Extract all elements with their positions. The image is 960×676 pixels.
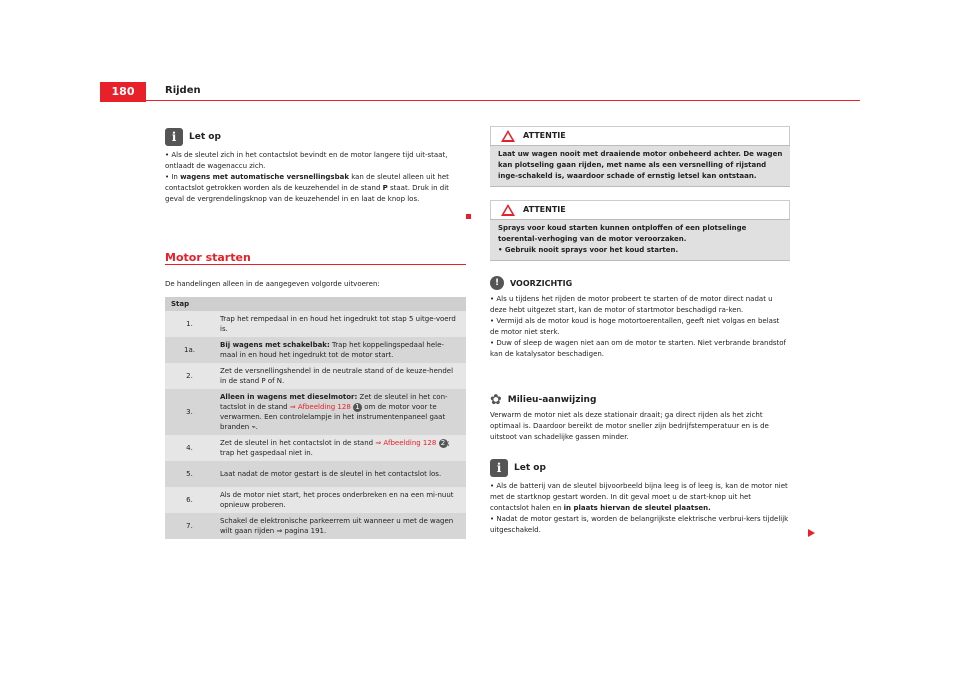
steps-table [165,297,466,539]
header-rule [146,100,860,101]
caution-bullet-1: • Als u tijdens het rijden de motor probeert te starten of de motor direct nadat u deze hebt uitgezet start, kan de motor of startmotor beschadigd ra-ken. [490,294,790,316]
note-let-op-2 [490,459,790,536]
table-row: 1. Trap het rempedaal in en houd het ingedrukt tot stap 5 uitge-voerd is. [165,311,466,337]
info-icon: i [490,459,508,477]
note-title: Let op [189,132,221,142]
figure-link[interactable]: ⇒ Afbeelding 128 [375,439,437,447]
caution-title: VOORZICHTIG [510,278,573,288]
callout-number: 2 [439,439,448,448]
info-icon: i [165,128,183,146]
warning-icon [501,204,515,216]
note-let-op-1 [165,128,465,205]
note-bullet-2: • Nadat de motor gestart is, worden de belangrijkste elektrische verbrui-kers tijdelijk uitgeschakeld. [490,514,790,536]
table-row: 2. Zet de versnellingshendel in de neutrale stand of de keuze-hendel in de stand P of N. [165,363,466,389]
page-number: 180 [100,82,146,102]
table-row: 4. Zet de sleutel in het contactslot in de stand ⇒ Afbeelding 128 2 ; trap het gaspedaal niet in. [165,435,466,461]
attention-title: ATTENTIE [523,131,566,140]
attention-box-2 [490,200,790,261]
attention-box-1 [490,126,790,187]
callout-number: 1 [353,403,362,412]
environment-body: Verwarm de motor niet als deze stationair draait; ga direct rijden als het zicht optimaal is. Daardoor bereikt de motor sneller zijn bedrijfstemperatuur en is de uitstoot van schadelijke gassen minder. [490,411,769,441]
continue-arrow-icon [808,529,815,537]
chapter-title: Rijden [165,85,201,96]
note-title: Let op [514,463,546,473]
attention-body: Laat uw wagen nooit met draaiende motor onbeheerd achter. De wagen kan plotseling gaan rijden, met name als een versnelling of rijstand inge-schakeld is, waardoor schade of ernstig letsel kan ontstaan. [490,145,790,187]
table-row: 6. Als de motor niet start, het proces onderbreken en na een mi-nuut opnieuw proberen. [165,487,466,513]
flower-icon: ✿ [490,392,502,408]
section-title: Motor starten [165,251,251,264]
table-row: 1a. Bij wagens met schakelbak: Trap het koppelingspedaal hele-maal in en houd het ingedrukt tot de motor start. [165,337,466,363]
warning-icon [501,130,515,142]
note-bullet-1: • Als de sleutel zich in het contactslot bevindt en de motor langere tijd uit-staat, ontlaadt de wagenaccu zich. [165,150,465,172]
caution-bullet-2: • Vermijd als de motor koud is hoge motortoerentallen, geeft niet volgas en belast de motor niet sterk. [490,316,790,338]
section-rule [165,264,466,265]
col-header-stap: Stap [165,297,214,311]
table-row: 3. Alleen in wagens met dieselmotor: Zet de sleutel in het con-tactslot in de stand ⇒ Afbeelding 128 1 om de motor voor te verwarmen. Een controlelampje in het instrumentenpaneel gaat branden ⌁. [165,389,466,435]
figure-link[interactable]: ⇒ Afbeelding 128 [289,403,351,411]
attention-title: ATTENTIE [523,205,566,214]
note-bullet-2: • In wagens met automatische versnellingsbak kan de sleutel alleen uit het contactslot getrokken worden als de keuzehendel in de stand P staat. Druk in dit geval de vergrendelingsknop van de keuzehendel in en laat de knop los. [165,172,465,205]
attention-body: Sprays voor koud starten kunnen ontploffen of een plotselinge toerental-verhoging van de motor veroorzaken. • Gebruik nooit sprays voor het koud starten. [490,219,790,261]
note-bullet-1: • Als de batterij van de sleutel bijvoorbeeld bijna leeg is of leeg is, kan de motor niet met de startknop gestart worden. In dit geval moet u de start-knop uit het contactslot halen en in plaats hiervan de sleutel plaatsen. [490,481,790,514]
table-row: 7. Schakel de elektronische parkeerrem uit wanneer u met de wagen wilt gaan rijden ⇒ pagina 191. [165,513,466,539]
caution-bullet-3: • Duw of sleep de wagen niet aan om de motor te starten. Niet verbrande brandstof kan de katalysator beschadigen. [490,338,790,360]
environment-title: Milieu-aanwijzing [507,395,597,405]
caution-block [490,276,790,360]
section-intro: De handelingen alleen in de aangegeven volgorde uitvoeren: [165,280,380,288]
table-row: 5. Laat nadat de motor gestart is de sleutel in het contactslot los. [165,461,466,487]
environment-note [490,393,790,443]
end-marker [466,214,471,219]
exclamation-icon: ! [490,276,504,290]
